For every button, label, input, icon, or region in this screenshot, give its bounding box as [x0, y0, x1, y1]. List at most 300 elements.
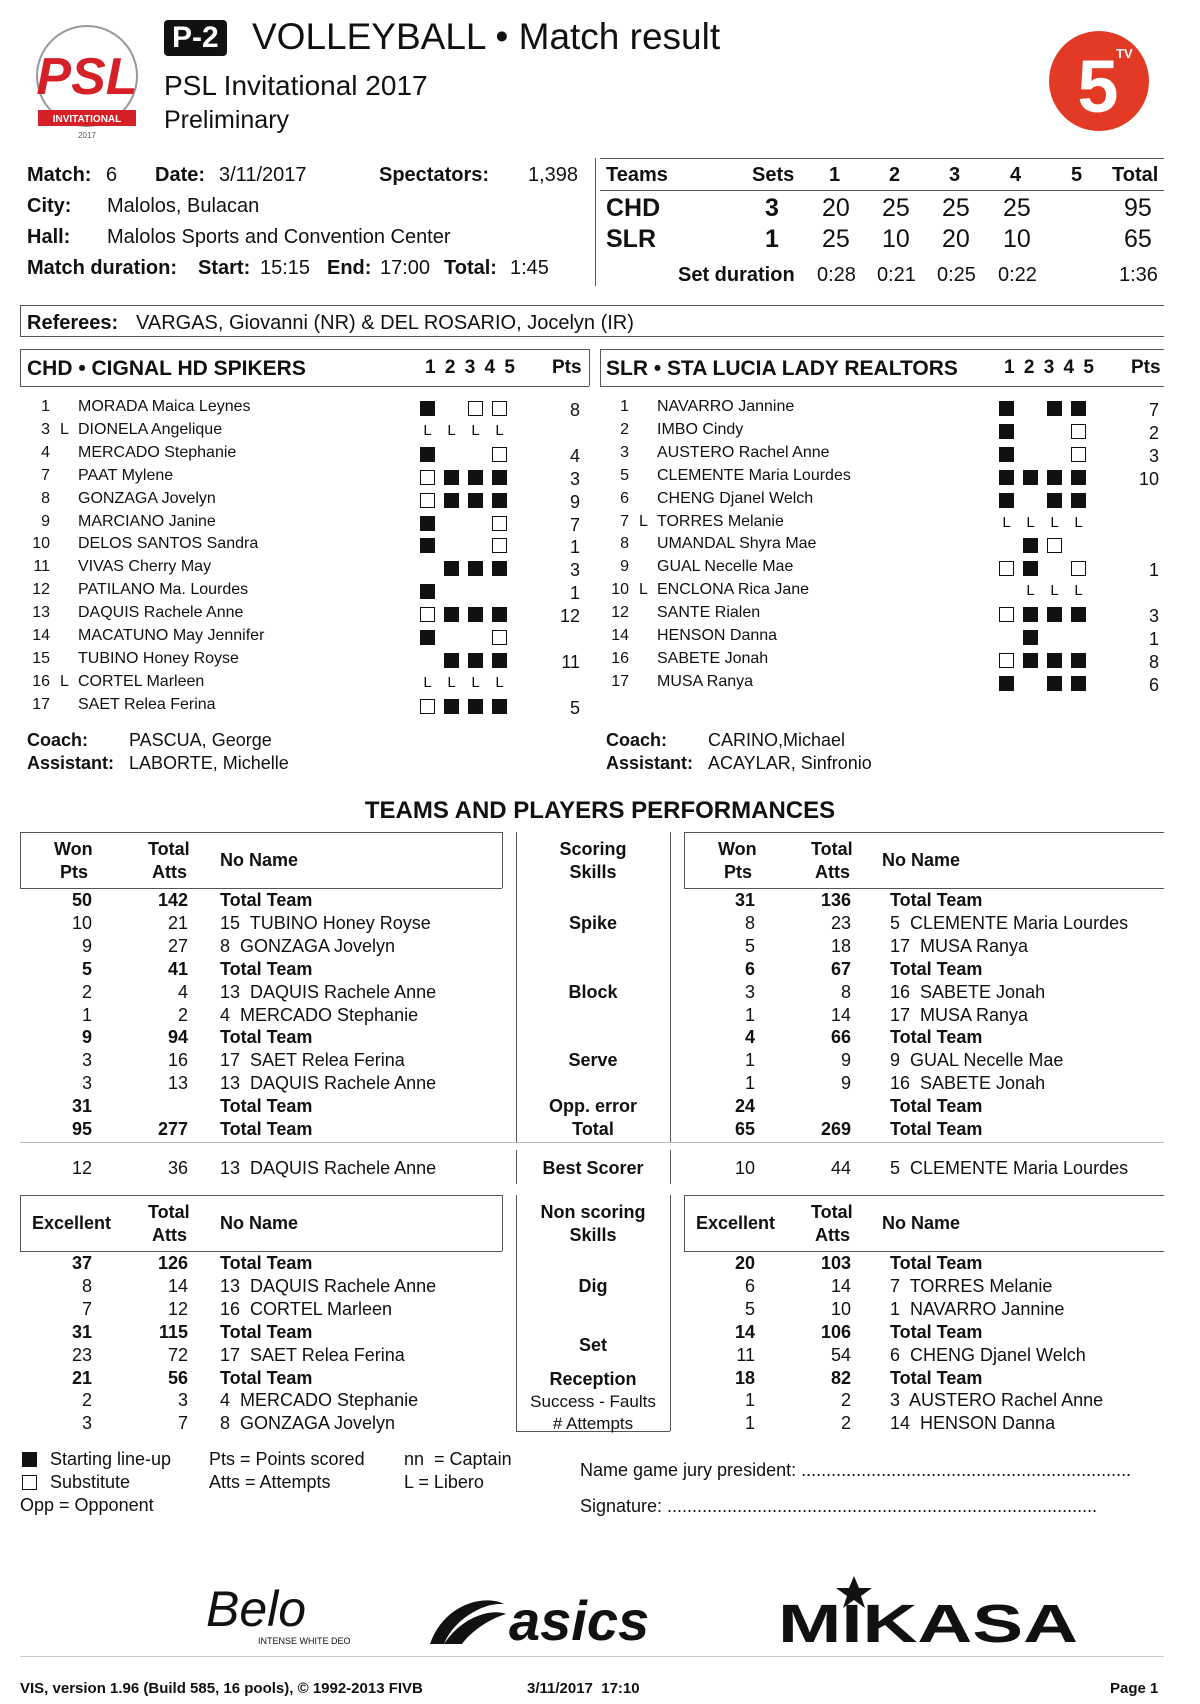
player-number: 16 [611, 649, 629, 667]
substitute-mark [999, 561, 1014, 576]
chd-set2: 25 [882, 194, 910, 222]
libero-marker: L [60, 672, 69, 690]
team-b-skill-player: Total Team [890, 958, 983, 979]
scoring-header-total-b: Total [811, 839, 853, 859]
player-number: 1 [620, 398, 629, 415]
starting-lineup-mark [468, 653, 483, 668]
starting-lineup-mark [420, 630, 435, 645]
sets-header-total: Total [1112, 164, 1159, 186]
player-number: 16 [32, 672, 50, 690]
starting-lineup-mark [1047, 676, 1062, 691]
team-b-skill-player: Total Team [890, 1027, 983, 1048]
date-label: Date: [155, 164, 206, 186]
team-a-skill-value: 9 [81, 1027, 92, 1048]
city-label: City: [27, 195, 72, 217]
player-points: 6 [1148, 674, 1159, 695]
team-a-skill-attempts: 115 [158, 1321, 188, 1342]
belo-logo [200, 1576, 351, 1656]
duration-label: Match duration: [27, 257, 177, 279]
nonscoring-header-total-a: Total [148, 1202, 190, 1222]
scoring-skills-header-1: Scoring [559, 839, 627, 859]
team-b-skill-value: 6 [744, 958, 755, 979]
nonscoring-header-total-b: Total [811, 1202, 853, 1222]
team-a-skill-value: 3 [81, 1413, 92, 1434]
player-name: VIVAS Cherry May [78, 558, 212, 576]
legend-starting: Starting line-up [50, 1449, 172, 1469]
player-points: 1 [569, 537, 580, 558]
team-a-skill-value: 9 [81, 935, 92, 956]
starting-lineup-mark [1071, 401, 1086, 416]
starting-lineup-mark [468, 493, 483, 508]
team-a-skill-value: 3 [81, 1050, 92, 1071]
scoring-header-pts-b: Pts [724, 862, 753, 882]
team-b-skill-attempts: 269 [820, 1119, 851, 1139]
total-duration: 1:45 [510, 257, 549, 279]
scoring-header-name-b: No Name [882, 850, 961, 870]
team-b-title: SLR • STA LUCIA LADY REALTORS [606, 357, 958, 380]
referees-names: VARGAS, Giovanni (NR) & DEL ROSARIO, Jocelyn (IR) [136, 312, 634, 334]
tournament-name: PSL Invitational 2017 [164, 70, 428, 101]
player-name: PAAT Mylene [78, 466, 174, 484]
team-a-skill-attempts: 2 [177, 1004, 188, 1025]
hall-label: Hall: [27, 226, 71, 248]
team-b-skill-attempts: 136 [820, 890, 851, 910]
player-number: 17 [32, 695, 50, 713]
skill-label: Serve [568, 1050, 618, 1071]
team-a-skill-value: 3 [81, 1073, 92, 1094]
slr-set3: 20 [942, 225, 970, 253]
starting-lineup-mark [492, 653, 507, 668]
player-number: 9 [41, 512, 50, 530]
player-points: 5 [569, 697, 580, 718]
starting-lineup-mark [1023, 653, 1038, 668]
team-b-skill-value: 1 [744, 1413, 755, 1434]
set-duration-3: 0:25 [937, 264, 976, 286]
player-number: 17 [611, 672, 629, 690]
nonscoring-header-name-b: No Name [882, 1213, 961, 1233]
team-b-skill-attempts: 8 [840, 981, 851, 1002]
set-libero-marker: L [1002, 513, 1011, 531]
spectators-label: Spectators: [379, 164, 490, 186]
starting-lineup-swatch [22, 1452, 37, 1467]
team-b-skill-value: 6 [744, 1275, 755, 1296]
player-number: 8 [41, 489, 50, 507]
substitute-mark [420, 607, 435, 622]
nonscoring-header-atts-a: Atts [152, 1225, 187, 1245]
psl-invitational-logo [28, 22, 146, 142]
best-scorer-pts-a: 12 [71, 1158, 92, 1178]
libero-marker: L [639, 512, 648, 530]
team-a-skill-attempts: 21 [167, 912, 188, 933]
team-a-skill-player: Total Team [220, 1367, 313, 1388]
starting-lineup-mark [1023, 538, 1038, 553]
best-scorer-pts-b: 10 [734, 1158, 755, 1178]
starting-lineup-mark [1071, 653, 1086, 668]
starting-lineup-mark [1047, 493, 1062, 508]
best-scorer-atts-b: 44 [830, 1158, 851, 1178]
team-b-skill-player: Total Team [890, 1321, 983, 1342]
substitute-mark [420, 493, 435, 508]
scoring-header-atts-a: Atts [152, 862, 187, 882]
player-number: 10 [611, 581, 629, 599]
player-number: 14 [611, 627, 629, 644]
scoring-header-pts-a: Pts [60, 862, 89, 882]
set-duration-1: 0:28 [817, 264, 856, 286]
team-a-set-columns: 1 2 3 4 5 [425, 357, 515, 378]
team-a-skill-player: 13 DAQUIS Rachele Anne [220, 981, 437, 1002]
team-a-skill-value: 7 [81, 1298, 92, 1319]
jury-president-line: Name game jury president: .................................................................. [580, 1460, 1132, 1480]
team-b-skill-attempts: 2 [840, 1413, 851, 1434]
team-a-assistant-label: Assistant: [27, 753, 115, 773]
starting-lineup-mark [999, 676, 1014, 691]
starting-lineup-mark [420, 447, 435, 462]
starting-lineup-mark [492, 699, 507, 714]
legend-opp: Opp = Opponent [20, 1495, 154, 1515]
team-b-skill-attempts: 23 [830, 912, 851, 933]
skill-reception-label: Reception [549, 1369, 637, 1389]
player-points: 9 [569, 491, 580, 512]
player-points: 1 [1148, 629, 1159, 649]
substitute-mark [420, 470, 435, 485]
performance-title: TEAMS AND PLAYERS PERFORMANCES [364, 797, 836, 824]
player-points: 7 [569, 514, 580, 535]
starting-lineup-mark [444, 561, 459, 576]
team-a-skill-attempts: 7 [177, 1413, 188, 1434]
sets-header-5: 5 [1071, 164, 1083, 186]
sets-header-teams: Teams [606, 164, 668, 186]
team-code-chd: CHD [606, 194, 661, 222]
player-name: TUBINO Honey Royse [78, 649, 239, 667]
team-a-skill-attempts: 277 [157, 1119, 188, 1139]
player-points: 1 [569, 583, 580, 604]
skill-label: Opp. error [548, 1096, 637, 1117]
starting-lineup-mark [999, 447, 1014, 462]
player-name: NAVARRO Jannine [657, 398, 795, 415]
team-a-skill-attempts: 4 [177, 981, 188, 1002]
team-b-skill-attempts: 2 [840, 1390, 851, 1411]
player-points: 12 [559, 606, 580, 627]
set-libero-marker: L [471, 421, 480, 439]
starting-lineup-mark [1047, 607, 1062, 622]
team-a-skill-player: Total Team [220, 1253, 313, 1273]
team-a-skill-value: 5 [81, 958, 92, 979]
player-points: 10 [1138, 468, 1159, 489]
slr-set1: 25 [822, 225, 850, 253]
chd-total: 95 [1124, 194, 1152, 222]
team-b-skill-value: 5 [744, 935, 755, 956]
team-a-skill-player: Total Team [220, 890, 313, 910]
sets-header-2: 2 [889, 164, 901, 186]
team-a-skill-player: Total Team [220, 958, 313, 979]
substitute-mark [1071, 424, 1086, 439]
signature-line: Signature: ...................................................................................... [580, 1496, 1098, 1516]
player-number: 9 [620, 558, 629, 576]
tv5-logo [1048, 30, 1150, 132]
team-a-skill-player: Total Team [220, 1096, 313, 1117]
starting-lineup-mark [1047, 401, 1062, 416]
substitute-mark [492, 516, 507, 531]
set-libero-marker: L [495, 673, 504, 691]
mikasa-logo [776, 1576, 1086, 1656]
team-a-skill-value: 2 [81, 981, 92, 1002]
team-a-skill-attempts: 27 [167, 935, 188, 956]
spectators-count: 1,398 [528, 164, 579, 186]
match-label: Match: [27, 164, 92, 186]
player-number: 12 [32, 581, 50, 599]
sets-header-1: 1 [829, 164, 841, 186]
player-name: DAQUIS Rachele Anne [78, 604, 244, 622]
starting-lineup-mark [1071, 470, 1086, 485]
starting-lineup-mark [1071, 676, 1086, 691]
hall-value: Malolos Sports and Convention Center [107, 226, 451, 248]
player-name: GUAL Necelle Mae [657, 558, 794, 576]
team-a-skill-attempts: 72 [167, 1344, 188, 1365]
team-b-skill-player: 1 NAVARRO Jannine [890, 1298, 1065, 1319]
starting-lineup-mark [999, 470, 1014, 485]
set-libero-marker: L [1074, 513, 1083, 531]
player-points: 11 [561, 651, 580, 672]
team-b-skill-attempts: 14 [830, 1275, 851, 1296]
team-b-skill-attempts: 14 [830, 1004, 851, 1025]
team-a-skill-value: 10 [71, 912, 92, 933]
match-date: 3/11/2017 [219, 164, 307, 186]
nonscoring-header-excellent-b: Excellent [696, 1213, 776, 1233]
starting-lineup-mark [444, 493, 459, 508]
team-a-skill-player: 13 DAQUIS Rachele Anne [220, 1275, 437, 1296]
player-name: PATILANO Ma. Lourdes [78, 581, 249, 599]
starting-lineup-mark [468, 470, 483, 485]
team-b-skill-value: 3 [744, 981, 755, 1002]
team-b-skill-value: 1 [744, 1004, 755, 1025]
team-a-assistant: LABORTE, Michelle [129, 753, 289, 773]
player-points: 3 [569, 560, 580, 581]
footer-version: VIS, version 1.96 (Build 585, 16 pools), © 1992-2013 FIVB [20, 1680, 423, 1697]
team-b-skill-attempts: 106 [820, 1321, 851, 1342]
set-libero-marker: L [447, 673, 456, 691]
starting-lineup-mark [492, 470, 507, 485]
legend-libero: L = Libero [404, 1472, 484, 1492]
total-duration-label: Total: [444, 257, 497, 279]
team-b-skill-player: 9 GUAL Necelle Mae [890, 1050, 1064, 1071]
player-name: SANTE Rialen [657, 604, 761, 622]
chd-set4: 25 [1003, 194, 1031, 222]
set-libero-marker: L [447, 421, 456, 439]
player-points: 8 [569, 400, 580, 420]
starting-lineup-mark [492, 493, 507, 508]
player-name: DIONELA Angelique [78, 420, 223, 438]
team-b-skill-value: 18 [734, 1367, 755, 1388]
starting-lineup-mark [1071, 607, 1086, 622]
team-b-skill-value: 1 [744, 1073, 755, 1094]
team-a-skill-value: 37 [71, 1253, 92, 1273]
skill-label: Spike [568, 912, 618, 933]
team-a-skill-player: 4 MERCADO Stephanie [220, 1390, 419, 1411]
team-a-skill-attempts: 3 [177, 1390, 188, 1411]
team-a-skill-attempts: 16 [167, 1050, 188, 1071]
team-a-skill-player: Total Team [220, 1321, 313, 1342]
sets-header-sets: Sets [752, 164, 795, 186]
substitute-mark [420, 699, 435, 714]
team-a-skill-value: 1 [81, 1004, 92, 1025]
player-number: 10 [32, 535, 50, 553]
starting-lineup-mark [468, 561, 483, 576]
team-b-skill-player: 14 HENSON Danna [890, 1413, 1056, 1434]
best-scorer-name-a: 13 DAQUIS Rachele Anne [220, 1158, 437, 1178]
skill-set-label: Set [578, 1335, 607, 1355]
player-name: UMANDAL Shyra Mae [657, 535, 817, 553]
reception-sub-2: # Attempts [552, 1414, 634, 1433]
mikasa-logo-text: MIKASA [778, 1594, 1078, 1654]
substitute-mark [1071, 447, 1086, 462]
starting-lineup-mark [444, 607, 459, 622]
starting-lineup-mark [1047, 653, 1062, 668]
player-name: ENCLONA Rica Jane [657, 581, 810, 599]
substitute-mark [492, 401, 507, 416]
city-value: Malolos, Bulacan [107, 195, 260, 217]
scoring-header-total-a: Total [148, 839, 190, 859]
set-duration-2: 0:21 [877, 264, 916, 286]
team-b-skill-value: 5 [744, 1298, 755, 1319]
substitute-mark [1047, 538, 1062, 553]
starting-lineup-mark [1023, 630, 1038, 645]
team-b-skill-attempts: 67 [830, 958, 851, 979]
scoring-skills-header-2: Skills [569, 862, 617, 882]
nonscoring-header-atts-b: Atts [815, 1225, 850, 1245]
team-a-skill-attempts: 126 [157, 1253, 188, 1273]
team-b-skill-value: 24 [734, 1096, 755, 1117]
nonscoring-header-excellent-a: Excellent [32, 1213, 112, 1233]
scoring-header-won-a: Won [54, 839, 93, 859]
team-b-set-columns: 1 2 3 4 5 [1004, 357, 1094, 378]
page-badge: P-2 [164, 20, 227, 56]
team-b-skill-value: 20 [734, 1253, 755, 1273]
best-scorer-atts-a: 36 [167, 1158, 188, 1178]
footer-page: Page 1 [1110, 1680, 1159, 1697]
team-a-skill-attempts: 14 [167, 1275, 188, 1296]
player-points: 7 [1148, 400, 1159, 420]
team-a-coach-label: Coach: [27, 730, 89, 750]
team-b-skill-player: 16 SABETE Jonah [890, 981, 1046, 1002]
belo-sub-text: INTENSE WHITE DEO [258, 1636, 351, 1646]
player-name: AUSTERO Rachel Anne [657, 443, 830, 461]
player-name: CLEMENTE Maria Lourdes [657, 466, 851, 484]
slr-set4: 10 [1003, 225, 1031, 253]
team-a-skill-value: 8 [81, 1275, 92, 1296]
team-b-skill-value: 4 [744, 1027, 755, 1048]
player-number: 7 [620, 512, 629, 530]
team-a-skill-player: 8 GONZAGA Jovelyn [220, 935, 396, 956]
team-a-skill-attempts: 41 [167, 958, 188, 979]
scoring-header-won-b: Won [718, 839, 757, 859]
substitute-mark [999, 607, 1014, 622]
tv5-sub: TV [1116, 46, 1133, 61]
team-a-skill-value: 21 [71, 1367, 92, 1388]
sets-won-slr: 1 [765, 225, 779, 253]
player-number: 5 [620, 466, 629, 484]
substitute-mark [468, 401, 483, 416]
team-a-skill-attempts: 142 [157, 890, 188, 910]
team-a-skill-value: 23 [71, 1344, 92, 1365]
player-points: 4 [569, 445, 580, 466]
libero-marker: L [60, 420, 69, 438]
starting-lineup-mark [444, 470, 459, 485]
player-number: 6 [620, 489, 629, 507]
phase-name: Preliminary [164, 106, 290, 134]
starting-lineup-mark [1023, 561, 1038, 576]
team-a-skill-player: 15 TUBINO Honey Royse [220, 912, 431, 933]
psl-year-text: 2017 [78, 131, 96, 140]
best-scorer-name-b: 5 CLEMENTE Maria Lourdes [890, 1158, 1129, 1178]
substitute-mark [492, 630, 507, 645]
chd-set3: 25 [942, 194, 970, 222]
player-points: 3 [1148, 445, 1159, 466]
player-name: MUSA Ranya [657, 672, 754, 690]
start-label: Start: [198, 257, 251, 279]
team-b-skill-player: 6 CHENG Djanel Welch [890, 1344, 1086, 1365]
player-number: 7 [41, 466, 50, 484]
starting-lineup-mark [999, 424, 1014, 439]
starting-lineup-mark [999, 401, 1014, 416]
team-b-skill-value: 1 [744, 1050, 755, 1071]
starting-lineup-mark [492, 607, 507, 622]
team-a-title: CHD • CIGNAL HD SPIKERS [27, 357, 306, 380]
legend-atts: Atts = Attempts [209, 1472, 331, 1492]
footer-datetime: 3/11/2017 17:10 [527, 1680, 640, 1697]
set-libero-marker: L [1050, 582, 1059, 600]
team-b-skill-player: Total Team [890, 1253, 983, 1273]
team-a-skill-player: Total Team [220, 1119, 313, 1139]
team-code-slr: SLR [606, 225, 656, 253]
scoring-header-atts-b: Atts [815, 862, 850, 882]
starting-lineup-mark [444, 699, 459, 714]
starting-lineup-mark [999, 493, 1014, 508]
team-a-skill-player: 4 MERCADO Stephanie [220, 1004, 419, 1025]
team-a-skill-attempts: 94 [167, 1027, 188, 1048]
team-b-skill-attempts: 82 [830, 1367, 851, 1388]
team-a-coach: PASCUA, George [129, 730, 272, 750]
player-name: SAET Relea Ferina [78, 695, 216, 713]
match-number: 6 [106, 164, 118, 186]
team-b-skill-player: Total Team [890, 1096, 983, 1117]
starting-lineup-mark [1047, 470, 1062, 485]
player-points: 3 [1148, 606, 1159, 627]
player-name: MORADA Maica Leynes [78, 398, 251, 415]
player-name: MARCIANO Janine [78, 512, 216, 530]
player-name: MACATUNO May Jennifer [78, 627, 265, 644]
belo-logo-text: Belo [206, 1581, 307, 1637]
set-libero-marker: L [1026, 582, 1035, 600]
start-time: 15:15 [260, 257, 311, 279]
chd-set1: 20 [822, 194, 850, 222]
set-duration-total: 1:36 [1119, 264, 1158, 286]
starting-lineup-mark [492, 561, 507, 576]
team-b-assistant: ACAYLAR, Sinfronio [708, 753, 872, 773]
set-duration-label: Set duration [678, 264, 795, 286]
player-number: 12 [611, 604, 629, 622]
end-label: End: [327, 257, 372, 279]
team-a-skill-player: 17 SAET Relea Ferina [220, 1344, 405, 1365]
player-number: 14 [32, 627, 50, 644]
player-number: 4 [41, 443, 50, 461]
team-b-skill-attempts: 9 [840, 1073, 851, 1094]
skill-label: Dig [578, 1275, 608, 1296]
team-a-skill-player: 17 SAET Relea Ferina [220, 1050, 405, 1071]
set-libero-marker: L [423, 673, 432, 691]
team-b-skill-player: 7 TORRES Melanie [890, 1275, 1053, 1296]
sets-won-chd: 3 [765, 194, 779, 222]
team-b-skill-player: 3 AUSTERO Rachel Anne [890, 1390, 1104, 1411]
